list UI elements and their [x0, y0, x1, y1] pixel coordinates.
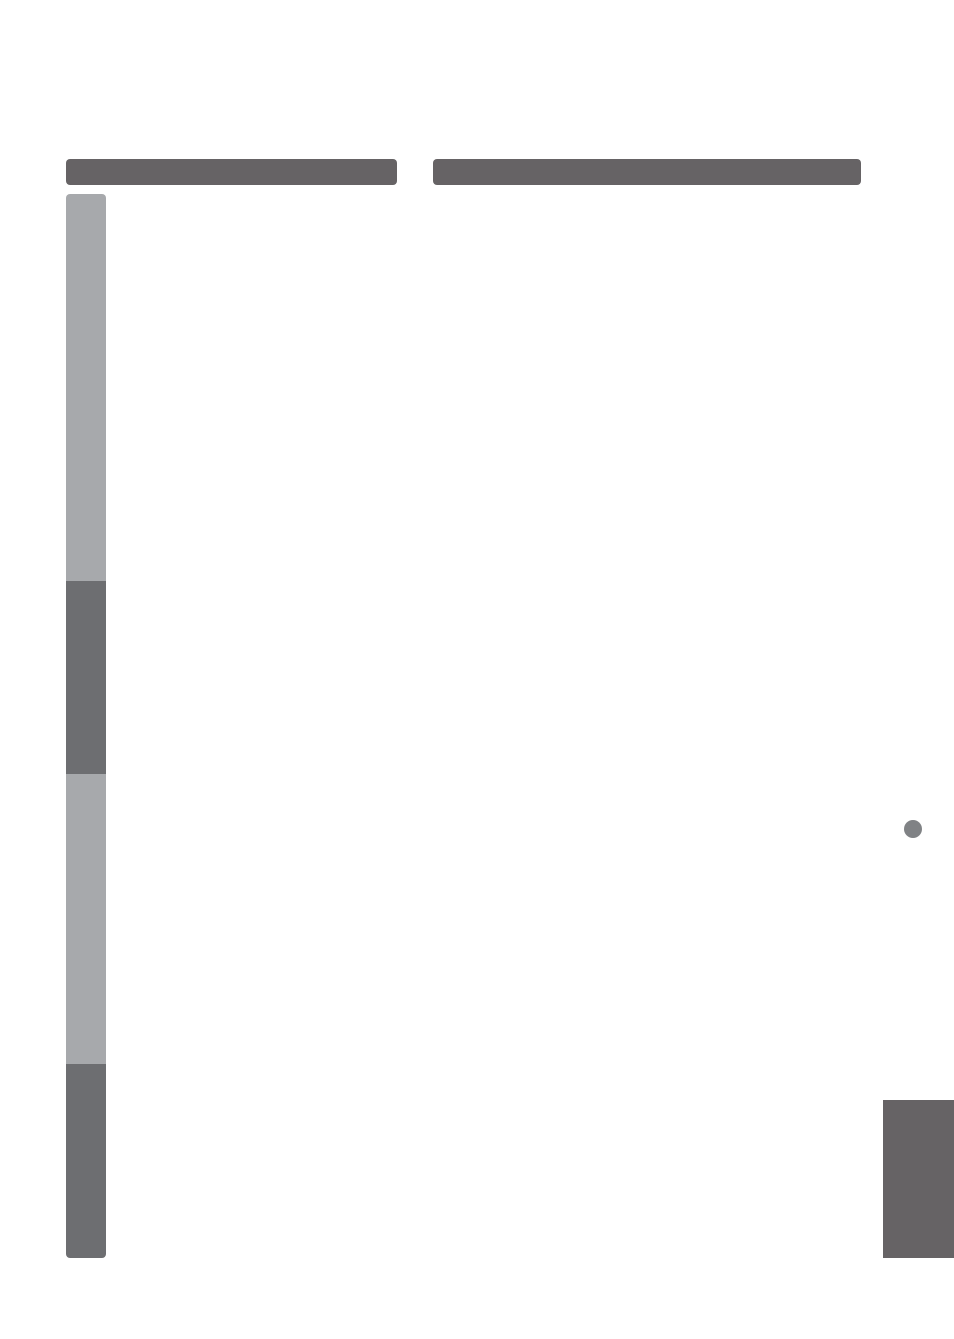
category-hdmi	[66, 774, 106, 1064]
actions-column-header	[433, 159, 861, 185]
category-sound	[66, 581, 106, 774]
problem-column-header	[66, 159, 397, 185]
section-label	[902, 820, 926, 1100]
category-screen	[66, 194, 106, 581]
category-other	[66, 1064, 106, 1258]
bullet-icon	[904, 820, 922, 838]
faq-tab	[883, 1100, 954, 1258]
